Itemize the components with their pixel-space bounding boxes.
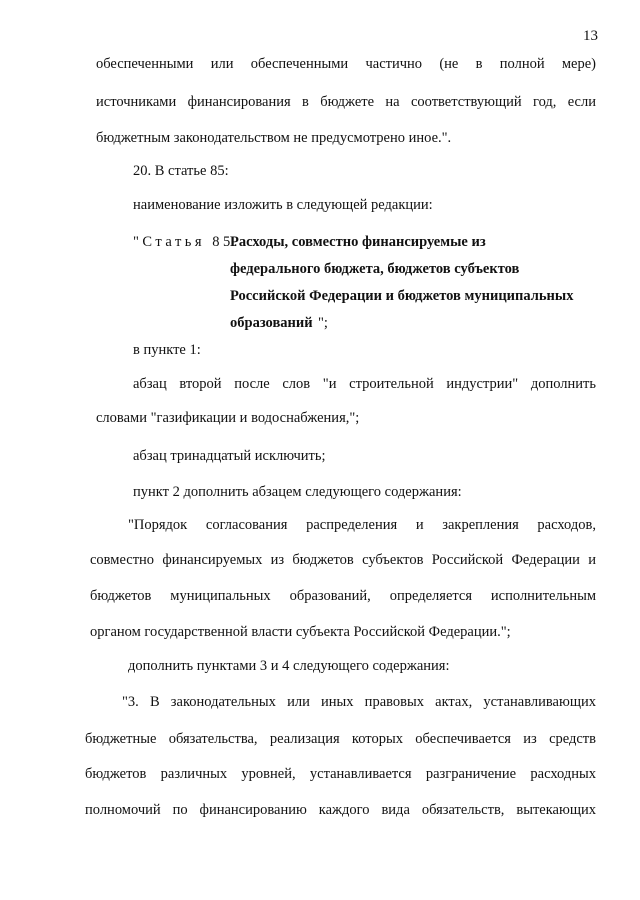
- text-line: пункт 2 дополнить абзацем следующего содержания:: [133, 484, 462, 500]
- text-line: полномочий по финансированию каждого вида обязательств, вытекающих: [85, 802, 596, 818]
- text-line: бюджетные обязательства, реализация которых обеспечивается из средств: [85, 731, 596, 747]
- text-line: бюджетов муниципальных образований, определяется исполнительным: [90, 588, 596, 604]
- text-line: "Порядок согласования распределения и закрепления расходов,: [128, 517, 596, 533]
- text-line: источниками финансирования в бюджете на соответствующий год, если: [96, 94, 596, 110]
- text-line: наименование изложить в следующей редакции:: [133, 197, 433, 213]
- page-number: 13: [583, 28, 598, 44]
- article-title-suffix: ";: [318, 315, 328, 331]
- section-number-line: 20. В статье 85:: [133, 163, 229, 179]
- article-title-line: федерального бюджета, бюджетов субъектов: [230, 261, 520, 277]
- text-line: бюджетов различных уровней, устанавливается разграничение расходных: [85, 766, 596, 782]
- article-title-line: Российской Федерации и бюджетов муниципальных: [230, 288, 574, 304]
- text-line: абзац второй после слов "и строительной индустрии" дополнить: [133, 376, 596, 392]
- text-line: бюджетным законодательством не предусмотрено иное.".: [96, 130, 452, 146]
- article-title-line: Расходы, совместно финансируемые из: [230, 234, 486, 250]
- text-line: "3. В законодательных или иных правовых актах, устанавливающих: [122, 694, 596, 710]
- article-prefix: "Статья 85.: [133, 234, 241, 250]
- text-line: совместно финансируемых из бюджетов субъектов Российской Федерации и: [90, 552, 596, 568]
- article-title-line: образований: [230, 315, 313, 331]
- text-line: дополнить пунктами 3 и 4 следующего содержания:: [128, 658, 450, 674]
- text-line: органом государственной власти субъекта Российской Федерации.";: [90, 624, 511, 640]
- text-line: в пункте 1:: [133, 342, 201, 358]
- text-line: словами "газификации и водоснабжения,";: [96, 410, 360, 426]
- text-line: абзац тринадцатый исключить;: [133, 448, 326, 464]
- text-line: обеспеченными или обеспеченными частично (не в полной мере): [96, 56, 596, 72]
